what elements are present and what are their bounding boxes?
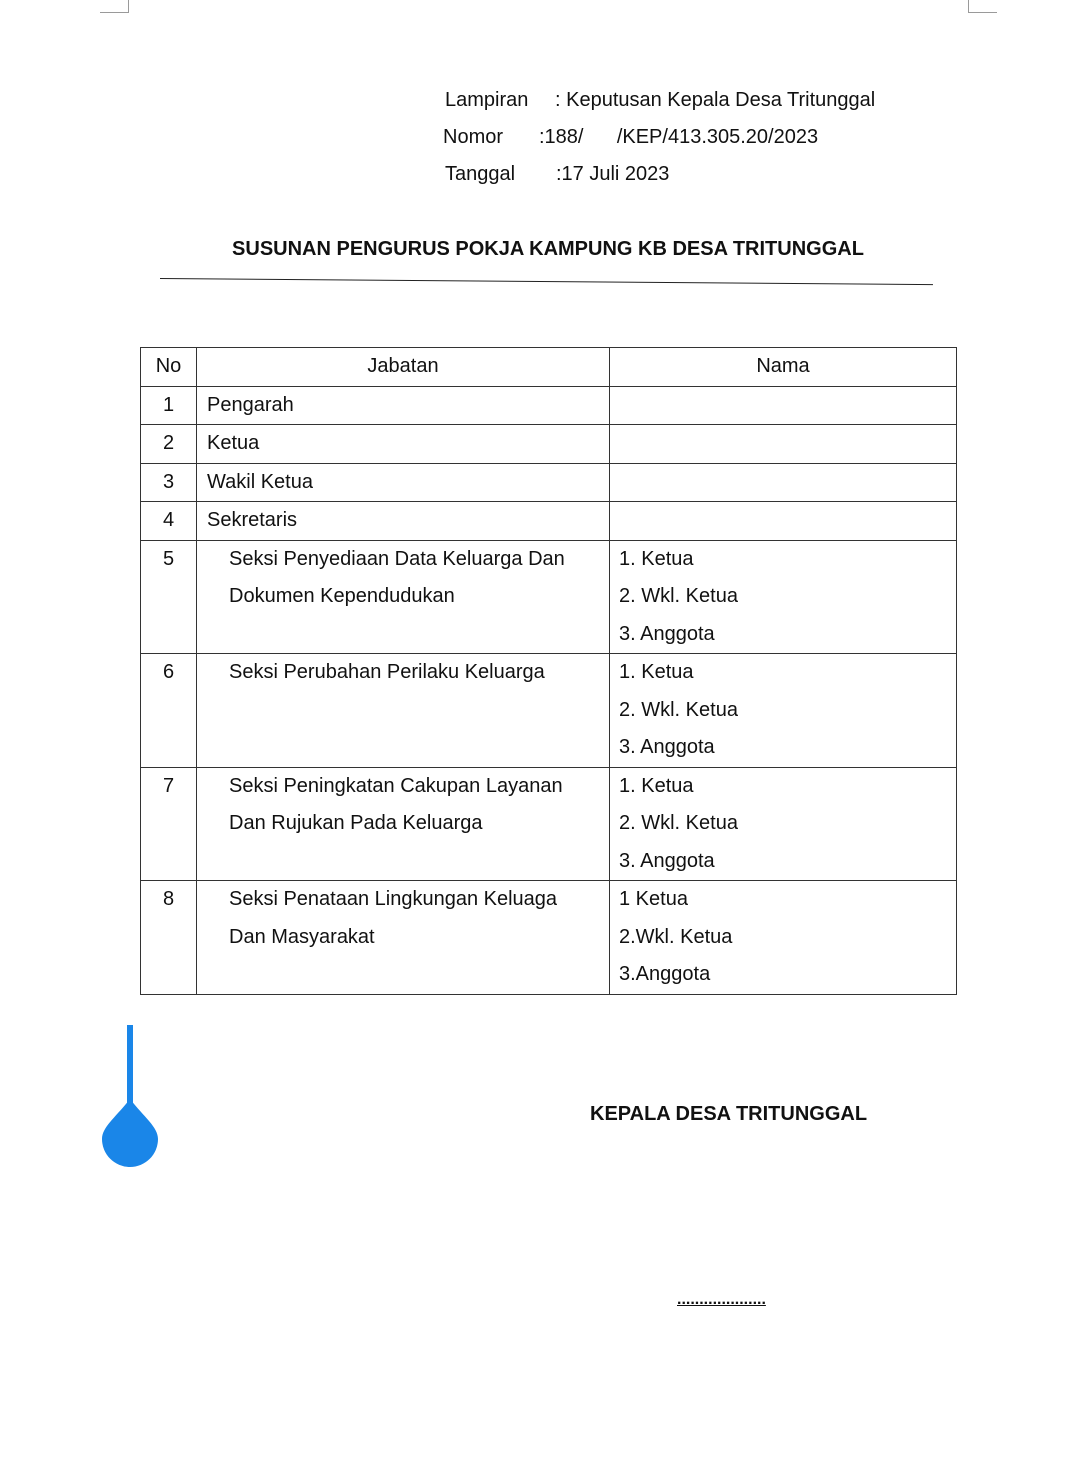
title-underline bbox=[160, 278, 933, 285]
table-row bbox=[141, 463, 957, 502]
jabatan-line: Seksi Peningkatan Cakupan Layanan bbox=[229, 774, 563, 797]
table-row bbox=[141, 881, 957, 995]
table-row bbox=[141, 767, 957, 881]
jabatan-line: Dan Masyarakat bbox=[229, 925, 375, 948]
header-nama: Nama bbox=[610, 348, 957, 387]
row-jabatan: Wakil Ketua bbox=[197, 463, 610, 502]
jabatan-line: Seksi Penataan Lingkungan Keluaga bbox=[229, 888, 558, 910]
page-corner-mark-left bbox=[100, 0, 129, 13]
row-no: 5 bbox=[141, 540, 197, 654]
nama-line: 3. Anggota bbox=[619, 622, 715, 645]
row-nama bbox=[610, 540, 957, 654]
tanggal-label: Tanggal bbox=[445, 163, 516, 185]
header-jabatan: Jabatan bbox=[197, 348, 610, 387]
nama-line: 1. Ketua bbox=[619, 547, 694, 570]
header-no: No bbox=[141, 348, 197, 387]
cursor-line bbox=[127, 1025, 133, 1103]
jabatan-line: Seksi Penyediaan Data Keluarga Dan bbox=[229, 547, 565, 570]
cursor-drop[interactable] bbox=[102, 1099, 158, 1167]
table-row bbox=[141, 425, 957, 464]
table-row bbox=[141, 540, 957, 654]
table-row bbox=[141, 654, 957, 768]
row-no: 3 bbox=[141, 463, 197, 502]
page-corner-mark-right bbox=[968, 0, 997, 13]
nama-line: 1. Ketua bbox=[619, 661, 694, 683]
document-title: SUSUNAN PENGURUS POKJA KAMPUNG KB DESA TRITUNGGAL bbox=[232, 238, 864, 260]
nomor-value: :188/ /KEP/413.305.20/2023 bbox=[539, 126, 819, 148]
table-row bbox=[141, 502, 957, 541]
row-nama bbox=[610, 767, 957, 881]
row-jabatan: Pengarah bbox=[197, 386, 610, 425]
row-jabatan: Ketua bbox=[197, 425, 610, 464]
row-jabatan: Sekretaris bbox=[197, 502, 610, 541]
row-jabatan bbox=[197, 540, 610, 654]
row-no: 4 bbox=[141, 502, 197, 541]
row-no: 1 bbox=[141, 386, 197, 425]
nama-line: 2. Wkl. Ketua bbox=[619, 698, 738, 721]
committee-table bbox=[140, 347, 957, 995]
nama-line: 3. Anggota bbox=[619, 849, 715, 872]
nama-line: 2. Wkl. Ketua bbox=[619, 585, 738, 607]
row-jabatan bbox=[197, 881, 610, 995]
row-nama bbox=[610, 425, 957, 464]
row-jabatan bbox=[197, 654, 610, 768]
row-nama bbox=[610, 463, 957, 502]
nama-line: 1. Ketua bbox=[619, 774, 694, 797]
lampiran-label: Lampiran bbox=[445, 89, 529, 111]
row-no: 2 bbox=[141, 425, 197, 464]
row-nama bbox=[610, 654, 957, 768]
row-nama bbox=[610, 881, 957, 995]
table-row bbox=[141, 386, 957, 425]
jabatan-line: Dokumen Kependudukan bbox=[229, 585, 455, 607]
signature-placeholder: .................... bbox=[677, 1291, 766, 1308]
jabatan-line: Seksi Perubahan Perilaku Keluarga bbox=[229, 661, 545, 683]
row-no: 7 bbox=[141, 767, 197, 881]
nomor-label: Nomor bbox=[443, 126, 504, 148]
nama-line: 3.Anggota bbox=[619, 963, 711, 985]
row-jabatan bbox=[197, 767, 610, 881]
lampiran-value: : Keputusan Kepala Desa Tritunggal bbox=[555, 89, 876, 111]
tanggal-value: :17 Juli 2023 bbox=[556, 163, 670, 185]
row-no: 8 bbox=[141, 881, 197, 995]
jabatan-line: Dan Rujukan Pada Keluarga bbox=[229, 812, 483, 834]
row-nama bbox=[610, 502, 957, 541]
signature-title: KEPALA DESA TRITUNGGAL bbox=[590, 1103, 868, 1125]
nama-line: 1 Ketua bbox=[619, 888, 688, 910]
table-header-row bbox=[141, 348, 957, 387]
nama-line: 2.Wkl. Ketua bbox=[619, 925, 733, 948]
nama-line: 2. Wkl. Ketua bbox=[619, 812, 738, 834]
row-no: 6 bbox=[141, 654, 197, 768]
text-cursor-handle-icon[interactable] bbox=[100, 1025, 160, 1170]
row-nama bbox=[610, 386, 957, 425]
nama-line: 3. Anggota bbox=[619, 736, 715, 758]
